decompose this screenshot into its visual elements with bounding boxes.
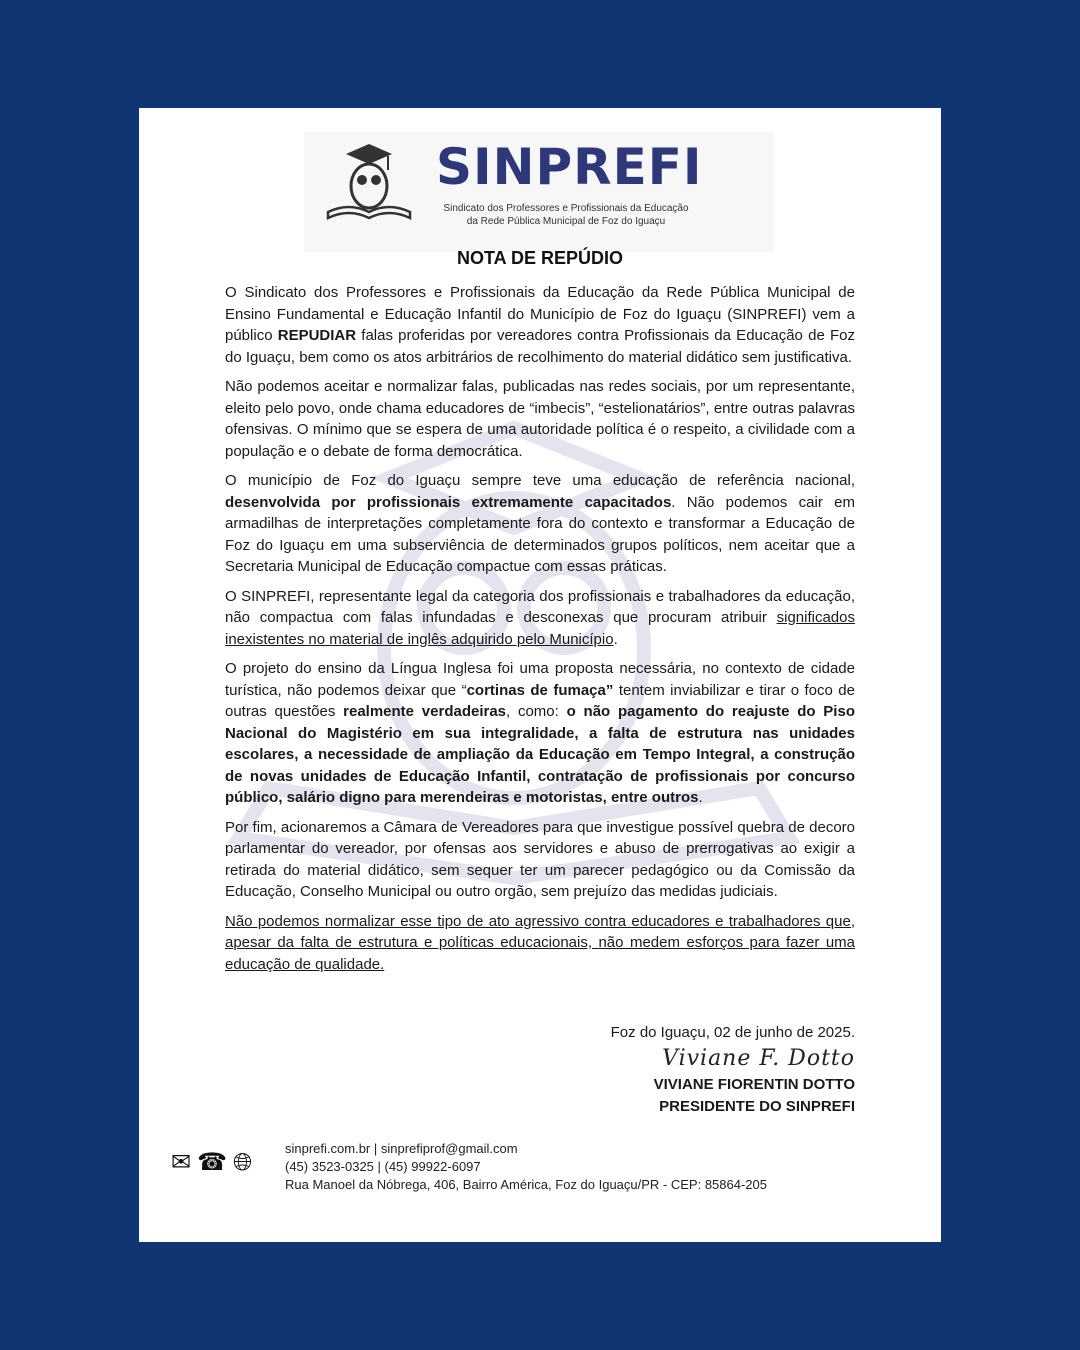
document-body [225,282,855,983]
mail-icon: ✉ [171,1149,192,1176]
paragraph-6: Por fim, acionaremos a Câmara de Vereadores para que investigue possível quebra de decoro parlamentar do vereador, por ofensas aos servidores e abuso de prerrogativas ao exigir a retirada do material didático, sem sequer ter um parecer pedagógico ou da Comissão da Educação, Conselho Municipal ou outro orgão, sem prejuízo das medidas judiciais. [225,818,855,900]
contact-info [285,1140,767,1194]
paragraph-5: O projeto do ensino da Língua Inglesa foi uma proposta necessária, no contexto de cidade turística, não podemos deixar que “cortinas de fumaça” tentem inviabilizar e tirar o foco de outras questões realmente verdadeiras, como: o não pagamento do reajuste do Piso Nacional do Magistério em sua integralidade, a falta de estrutura nas unidades escolares, a necessidade de ampliação da Educação em Tempo Integral, a construção de novas unidades de Educação Infantil, contratação de profissionais por concurso público, salário digno para merendeiras e motoristas, entre outros. [225,660,855,806]
paragraph-4: O SINPREFI, representante legal da categoria dos profissionais e trabalhadores da educação, não compactua com falas infundadas e desconexas que procuram atribuir significados inexistentes no material de inglês adquirido pelo Município. [225,587,855,648]
contact-icons [171,1148,252,1178]
paragraph-3: O município de Foz do Iguaçu sempre teve uma educação de referência nacional, desenvolvida por profissionais extremamente capacitados. Não podemos cair em armadilhas de interpretações completamente fora do contexto e transformar a Educação de Foz do Iguaçu em uma subserviência de determinados grupos políticos, nem aceitar que a Secretaria Municipal de Educação compactue com essas práticas. [225,472,855,575]
paragraph-2: Não podemos aceitar e normalizar falas, publicadas nas redes sociais, por um representante, eleito pelo povo, onde chama educadores de “imbecis”, “estelionatários”, entre outras palavras ofensivas. O mínimo que se espera de uma autoridade política é o respeito, a civilidade com a população e o debate de forma democrática. [225,378,855,460]
signer-role: PRESIDENTE DO SINPREFI [659,1098,855,1115]
brand-name: SINPREFI [436,138,703,196]
globe-icon: 🌐︎ [233,1149,253,1176]
document-page [139,108,941,1242]
brand-subtitle: Sindicato dos Professores e Profissionais da Educação da Rede Pública Municipal de Foz do Iguaçu [443,203,689,227]
place-date: Foz do Iguaçu, 02 de junho de 2025. [610,1024,855,1041]
contact-phones: (45) 3523-0325 | (45) 99922-6097 [285,1159,481,1174]
phone-icon: ☎ [197,1149,228,1176]
contact-address: Rua Manoel da Nóbrega, 406, Bairro América, Foz do Iguaçu/PR - CEP: 85864-205 [285,1177,767,1192]
document-title: NOTA DE REPÚDIO [456,248,623,268]
owl-logo-icon [322,140,416,224]
paragraph-7: Não podemos normalizar esse tipo de ato agressivo contra educadores e trabalhadores que, apesar da falta de estrutura e políticas educacionais, não medem esforços para fazer uma educação de qualidade. [225,912,855,973]
contact-web-email: sinprefi.com.br | sinprefiprof@gmail.com [285,1141,518,1156]
handwritten-signature: Viviane F. Dotto [662,1046,855,1071]
signature-block [611,1022,855,1118]
signer-name: VIVIANE FIORENTIN DOTTO [653,1076,855,1093]
letterhead [304,132,774,252]
paragraph-1: O Sindicato dos Professores e Profissionais da Educação da Rede Pública Municipal de Ensino Fundamental e Educação Infantil do Município de Foz do Iguaçu (SINPREFI) vem a público REPUDIAR falas proferidas por vereadores contra Profissionais da Educação de Foz do Iguaçu, bem como os atos arbitrários de recolhimento do material didático sem justificativa. [225,284,855,366]
